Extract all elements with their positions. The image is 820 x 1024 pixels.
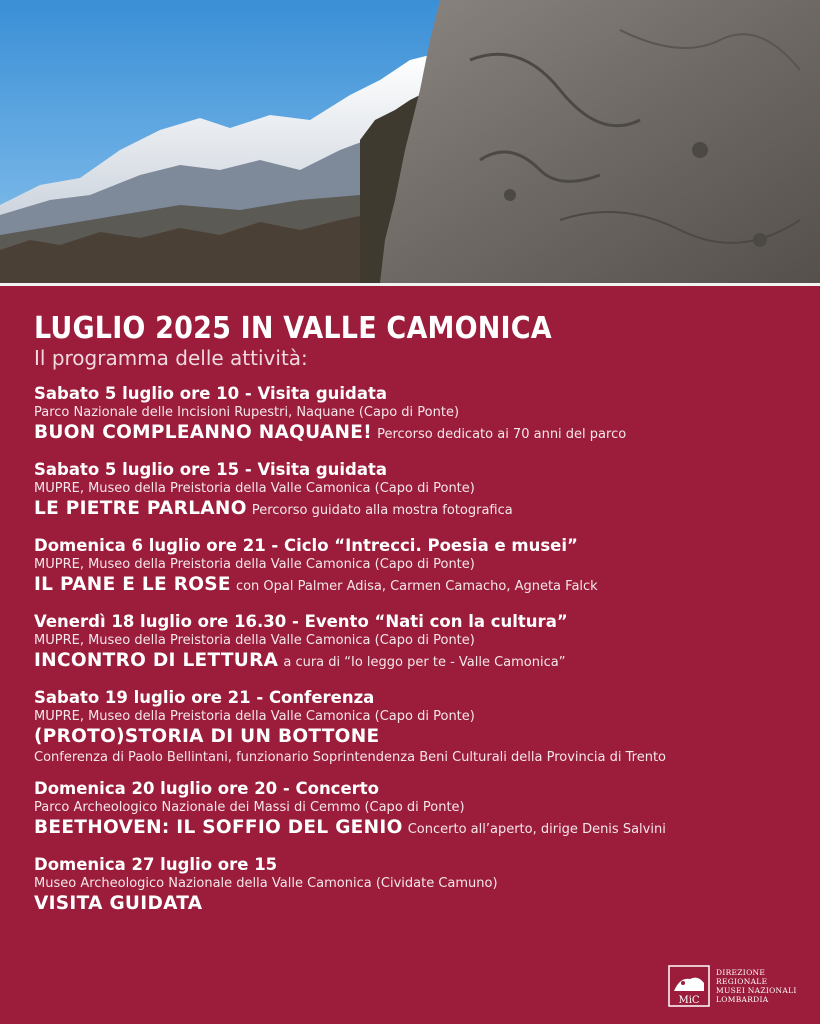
event-description: Percorso guidato alla mostra fotografica [251,503,513,518]
event-item [34,536,804,599]
event-venue: Parco Nazionale delle Incisioni Rupestri, Naquane (Capo di Ponte) [34,405,460,420]
event-venue: MUPRE, Museo della Preistoria della Valle Camonica (Capo di Ponte) [34,709,475,724]
event-description: con Opal Palmer Adisa, Carmen Camacho, Agneta Falck [235,579,598,594]
event-item [34,779,804,842]
event-venue: Parco Archeologico Nazionale dei Massi di Cemmo (Capo di Ponte) [34,800,465,815]
header-photo [0,0,820,283]
event-item [34,384,804,447]
event-date: Sabato 5 luglio ore 15 - Visita guidata [34,460,388,479]
logo-line: REGIONALE [716,977,768,986]
event-venue: MUPRE, Museo della Preistoria della Valle Camonica (Capo di Ponte) [34,633,475,648]
page-subtitle: Il programma delle attività: [34,346,308,370]
logo-line: MUSEI NAZIONALI [716,986,797,995]
event-title: BEETHOVEN: IL SOFFIO DEL GENIO [34,817,403,838]
event-date: Venerdì 18 luglio ore 16.30 - Evento “Nati con la cultura” [34,612,568,631]
event-title: VISITA GUIDATA [34,893,203,914]
event-date: Sabato 5 luglio ore 10 - Visita guidata [34,384,388,403]
logo-line: DIREZIONE [716,968,766,977]
logo-mark-text: MiC [678,995,700,1006]
page-title: LUGLIO 2025 IN VALLE CAMONICA [34,311,552,346]
event-title: LE PIETRE PARLANO [34,498,247,519]
event-title: (PROTO)STORIA DI UN BOTTONE [34,726,380,747]
event-date: Domenica 27 luglio ore 15 [34,855,278,874]
event-description: Conferenza di Paolo Bellintani, funzionario Soprintendenza Beni Culturali della Provincia di Trento [34,750,666,765]
event-item [34,460,804,523]
event-venue: MUPRE, Museo della Preistoria della Valle Camonica (Capo di Ponte) [34,481,475,496]
mic-logo [668,964,808,1008]
logo-text [716,968,797,1004]
event-date: Domenica 20 luglio ore 20 - Concerto [34,779,380,798]
event-item [34,855,804,916]
event-item [34,612,804,675]
mic-emblem-icon [668,965,710,1007]
event-description: Concerto all’aperto, dirige Denis Salvini [407,822,666,837]
photo-divider [0,283,820,286]
event-title: IL PANE E LE ROSE [34,574,231,595]
event-venue: Museo Archeologico Nazionale della Valle Camonica (Cividate Camuno) [34,876,498,891]
event-date: Domenica 6 luglio ore 21 - Ciclo “Intrecci. Poesia e musei” [34,536,578,555]
event-description: a cura di “Io leggo per te - Valle Camonica” [283,655,566,670]
logo-line: LOMBARDIA [716,995,769,1004]
event-item [34,688,804,766]
event-description: Percorso dedicato ai 70 anni del parco [377,427,627,442]
event-date: Sabato 19 luglio ore 21 - Conferenza [34,688,375,707]
mountain-rock-illustration [0,0,820,283]
event-title: BUON COMPLEANNO NAQUANE! [34,422,372,443]
event-title: INCONTRO DI LETTURA [34,650,279,671]
program-content [34,312,804,929]
event-venue: MUPRE, Museo della Preistoria della Valle Camonica (Capo di Ponte) [34,557,475,572]
